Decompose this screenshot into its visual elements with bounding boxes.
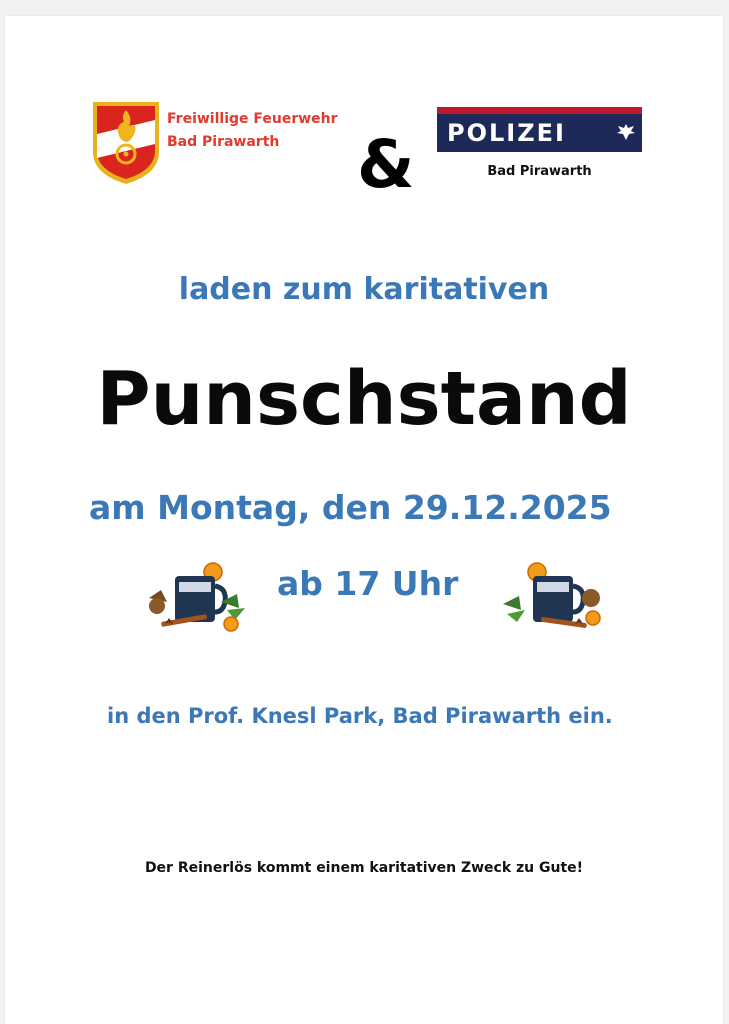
police-logo <box>437 107 642 191</box>
ampersand: & <box>357 126 415 203</box>
fire-department-line1: Freiwillige Feuerwehr <box>167 111 338 127</box>
police-brand: POLIZEI <box>447 119 566 147</box>
event-title: Punschstand <box>96 356 632 442</box>
fire-department-name <box>167 108 338 154</box>
event-time: ab 17 Uhr <box>277 564 459 603</box>
eagle-icon <box>615 121 637 143</box>
fire-department-line2: Bad Pirawarth <box>167 134 280 150</box>
mulled-wine-mug-icon <box>141 554 251 634</box>
flyer-page <box>5 16 723 1024</box>
fire-department-emblem-icon <box>91 100 161 186</box>
event-location: in den Prof. Knesl Park, Bad Pirawarth ein. <box>107 704 613 728</box>
police-location: Bad Pirawarth <box>487 164 592 179</box>
police-red-stripe <box>437 107 642 114</box>
mulled-wine-mug-icon-right <box>497 554 607 634</box>
intro-text: laden zum karitativen <box>178 272 550 307</box>
footer-note: Der Reinerlös kommt einem karitativen Zweck zu Gute! <box>144 860 584 876</box>
event-date: am Montag, den 29.12.2025 <box>89 488 612 527</box>
